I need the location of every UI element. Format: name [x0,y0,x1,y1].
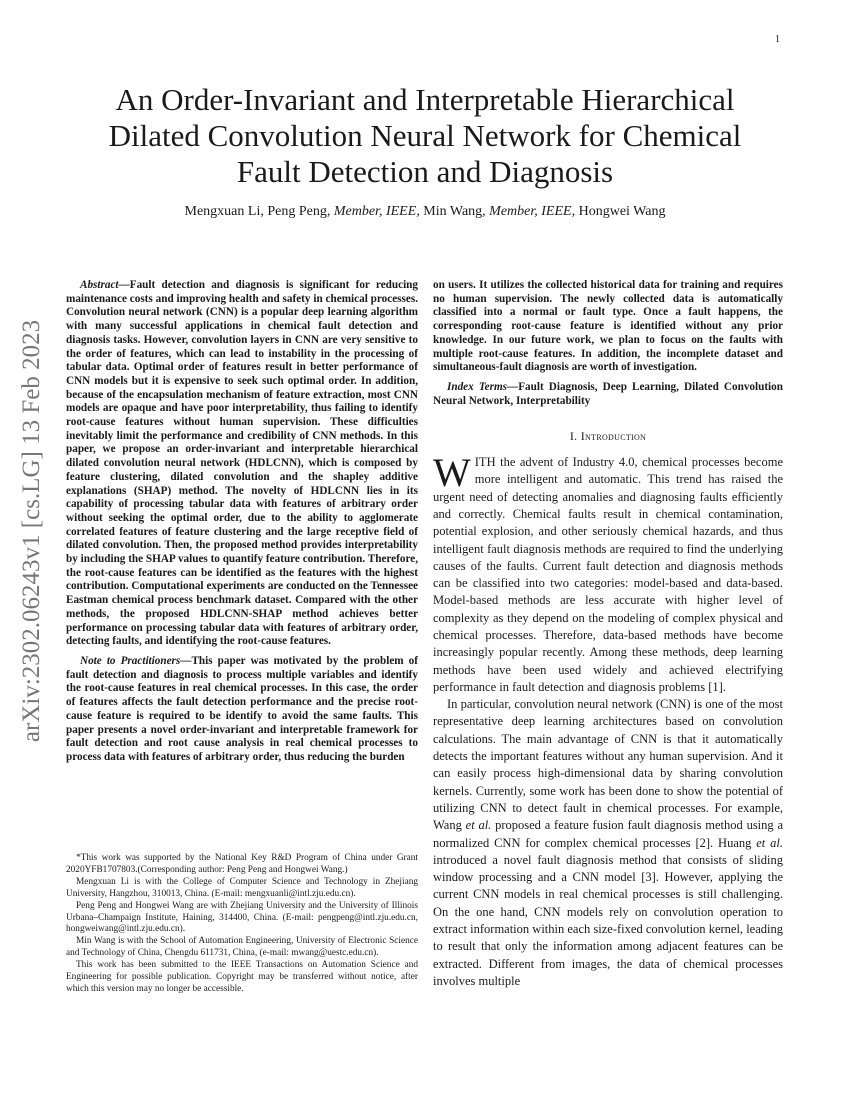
intro-p2-text: proposed a feature fusion fault diagnosis method using a normalized CNN for complex chemical processes [2]. Huang [433,818,783,850]
page-number: 1 [775,34,780,45]
footnote: Min Wang is with the School of Automation Engineering, University of Electronic Science and Technology of China, Chengdu 611731, China, (e-mail: mwang@uestc.edu.cn). [66,936,418,959]
index-terms-text: —Fault Diagnosis, Deep Learning, Dilated Convolution Neural Network, Interpretability [433,380,783,407]
paper-title [80,82,770,190]
title-line: Dilated Convolution Neural Network for Chemical [108,118,742,153]
intro-p2-text: In particular, convolution neural network (CNN) is one of the most representative deep learning architectures based on convolution calculations. The main advantage of CNN is that it automatically detects the important features without any human supervision. And it can easily process high-dimensional data by sharing convolution kernels. Currently, some work has been done to show the potential of utilizing CNN to detect fault in chemical processes. For example, Wang [433,697,783,833]
practitioners-label: Note to Practitioners [80,654,181,667]
left-column [66,279,418,765]
section-heading-introduction [433,430,783,444]
index-terms [433,381,783,408]
abstract [66,279,418,649]
et-al: et al. [756,835,783,850]
practitioners-text: —This paper was motivated by the problem of fault detection and diagnosis to process multiple variables and identify the root-cause features in real chemical processes. In this case, the order of features affects the fault detection performance and the precise root-cause feature is required to be identify to avoid the same faults. This paper presents a novel order-invariant and interpretable framework for fault detection and root cause analysis in real chemical processes to process data with features of arbitrary order, thus reducing the burden [66,654,418,763]
title-line: An Order-Invariant and Interpretable Hierarchical [115,82,735,117]
arxiv-stamp-text: arXiv:2302.06243v1 [cs.LG] 13 Feb 2023 [18,319,45,743]
note-to-practitioners [66,655,418,765]
section-title: Introduction [580,429,647,444]
author-names: Min Wang, [419,204,490,219]
footnote: *This work was supported by the National Key R&D Program of China under Grant 2020YFB1707803.(Corresponding author: Peng Peng and Hongwei Wang.) [66,853,418,875]
author-names: Mengxuan Li, Peng Peng, [184,204,334,219]
intro-paragraph-1 [433,450,783,696]
abstract-label: Abstract [80,279,119,291]
footnote: Peng Peng and Hongwei Wang are with Zhejiang University and the University of Illinois Urbana–Champaign Institute, Haining, 314400, China. (E-mail: pengpeng@intl.zju.edu.cn, hongweiwang@intl.zju.edu.cn). [66,900,418,935]
title-line: Fault Detection and Diagnosis [236,154,614,189]
author-role: Member, IEEE, [489,204,576,219]
author-list [80,204,770,220]
intro-p2-text: introduced a novel fault diagnosis method that consists of sliding window processing and a CNN model [3]. However, applying the current CNN models in real chemical processes is still challenging. On the one hand, CNN models rely on convolution operation to extract information within each size-fixed convolution kernel, leading to result that only the information among adjacent features can be extracted. Different from images, the data of chemical processes involves multiple [433,852,783,988]
author-names: Hongwei Wang [575,204,666,219]
right-column [433,279,783,990]
intro-paragraph-2 [433,696,783,990]
et-al: et al. [465,818,492,833]
footnote: This work has been submitted to the IEEE Transactions on Automation Science and Engineering for possible publication. Copyright may be transferred without notice, after which this version may no longer be accessible. [66,960,418,994]
intro-p1-text: ITH the advent of Industry 4.0, chemical processes become more intelligent and automatic. This trend has raised the urgent need of detecting anomalies and diagnosing faults efficiently and correctly. Chemical faults result in chemical contamination, potential explosion, and other seriously chemical hazards, and thus intelligent fault diagnosis methods are required to find the underlying causes of the faults. Current fault detection and diagnosis methods can be classified into two categories: model-based and data-based. Model-based methods are less accurate with higher level of complexity as they depend on the modeling of complex physical and chemical processes. Therefore, data-based methods have become increasingly popular recently. Among these methods, deep learning methods have been used widely and achieved electrifying performance in fault detection and diagnosis problems [1]. [433,455,783,694]
abstract-text: —Fault detection and diagnosis is significant for reducing maintenance costs and improving health and safety in chemical processes. Convolution neural network (CNN) is a popular deep learning algorithm with many successful applications in chemical fault detection and diagnosis tasks. However, convolution layers in CNN are very sensitive to the order of features, which can lead to instability in the processing of tabular data. Optimal order of features result in better performance of CNN models but it is expensive to seek such optimal order. In addition, because of the encapsulation mechanism of feature extraction, most CNN models are opaque and have poor interpretability, thus failing to identify root-cause features without human supervision. These difficulties inevitably limit the performance and credibility of CNN methods. In this paper, we propose an order-invariant and interpretable hierarchical dilated convolution neural network (HDLCNN), which is composed by feature clustering, dilated convolution and the shapley additive explanations (SHAP) method. The novelty of HDLCNN lies in its capability of processing tabular data with features of arbitrary order without seeking the optimal order, due to the ability to agglomerate correlated features of feature clustering and the large receptive field of dilated convolution. Then, the proposed method provides interpretability by including the SHAP values to quantify feature contribution. Therefore, the root-cause features can be identified as the features with the highest contribution. Computational experiments are conducted on the Tennessee Eastman chemical process benchmark dataset. Compared with the other methods, the proposed HDLCNN-SHAP method achieves better performance on processing tabular data with features of arbitrary order, detecting faults, and identifying the root-cause features. [66,279,418,648]
footnotes [66,853,418,996]
author-role: Member, IEEE, [333,204,420,219]
practitioners-continued: on users. It utilizes the collected historical data for training and requires no human supervision. The newly collected data is automatically classified into a normal or fault type. Once a fault happens, the corresponding root-cause feature is identified without any prior knowledge. In our future work, we plan to focus on the faults with multiple root-cause features. In addition, the incomplete dataset and simultaneous-fault diagnosis are worth of investigation. [433,279,783,374]
drop-cap: W [433,450,471,496]
section-number: I. [569,429,581,444]
footnote: Mengxuan Li is with the College of Computer Science and Technology in Zhejiang University, Hangzhou, 310013, China. (E-mail: mengxuanli@intl.zju.edu.cn). [66,876,418,899]
arxiv-stamp [10,296,54,766]
index-terms-label: Index Terms [447,380,508,393]
